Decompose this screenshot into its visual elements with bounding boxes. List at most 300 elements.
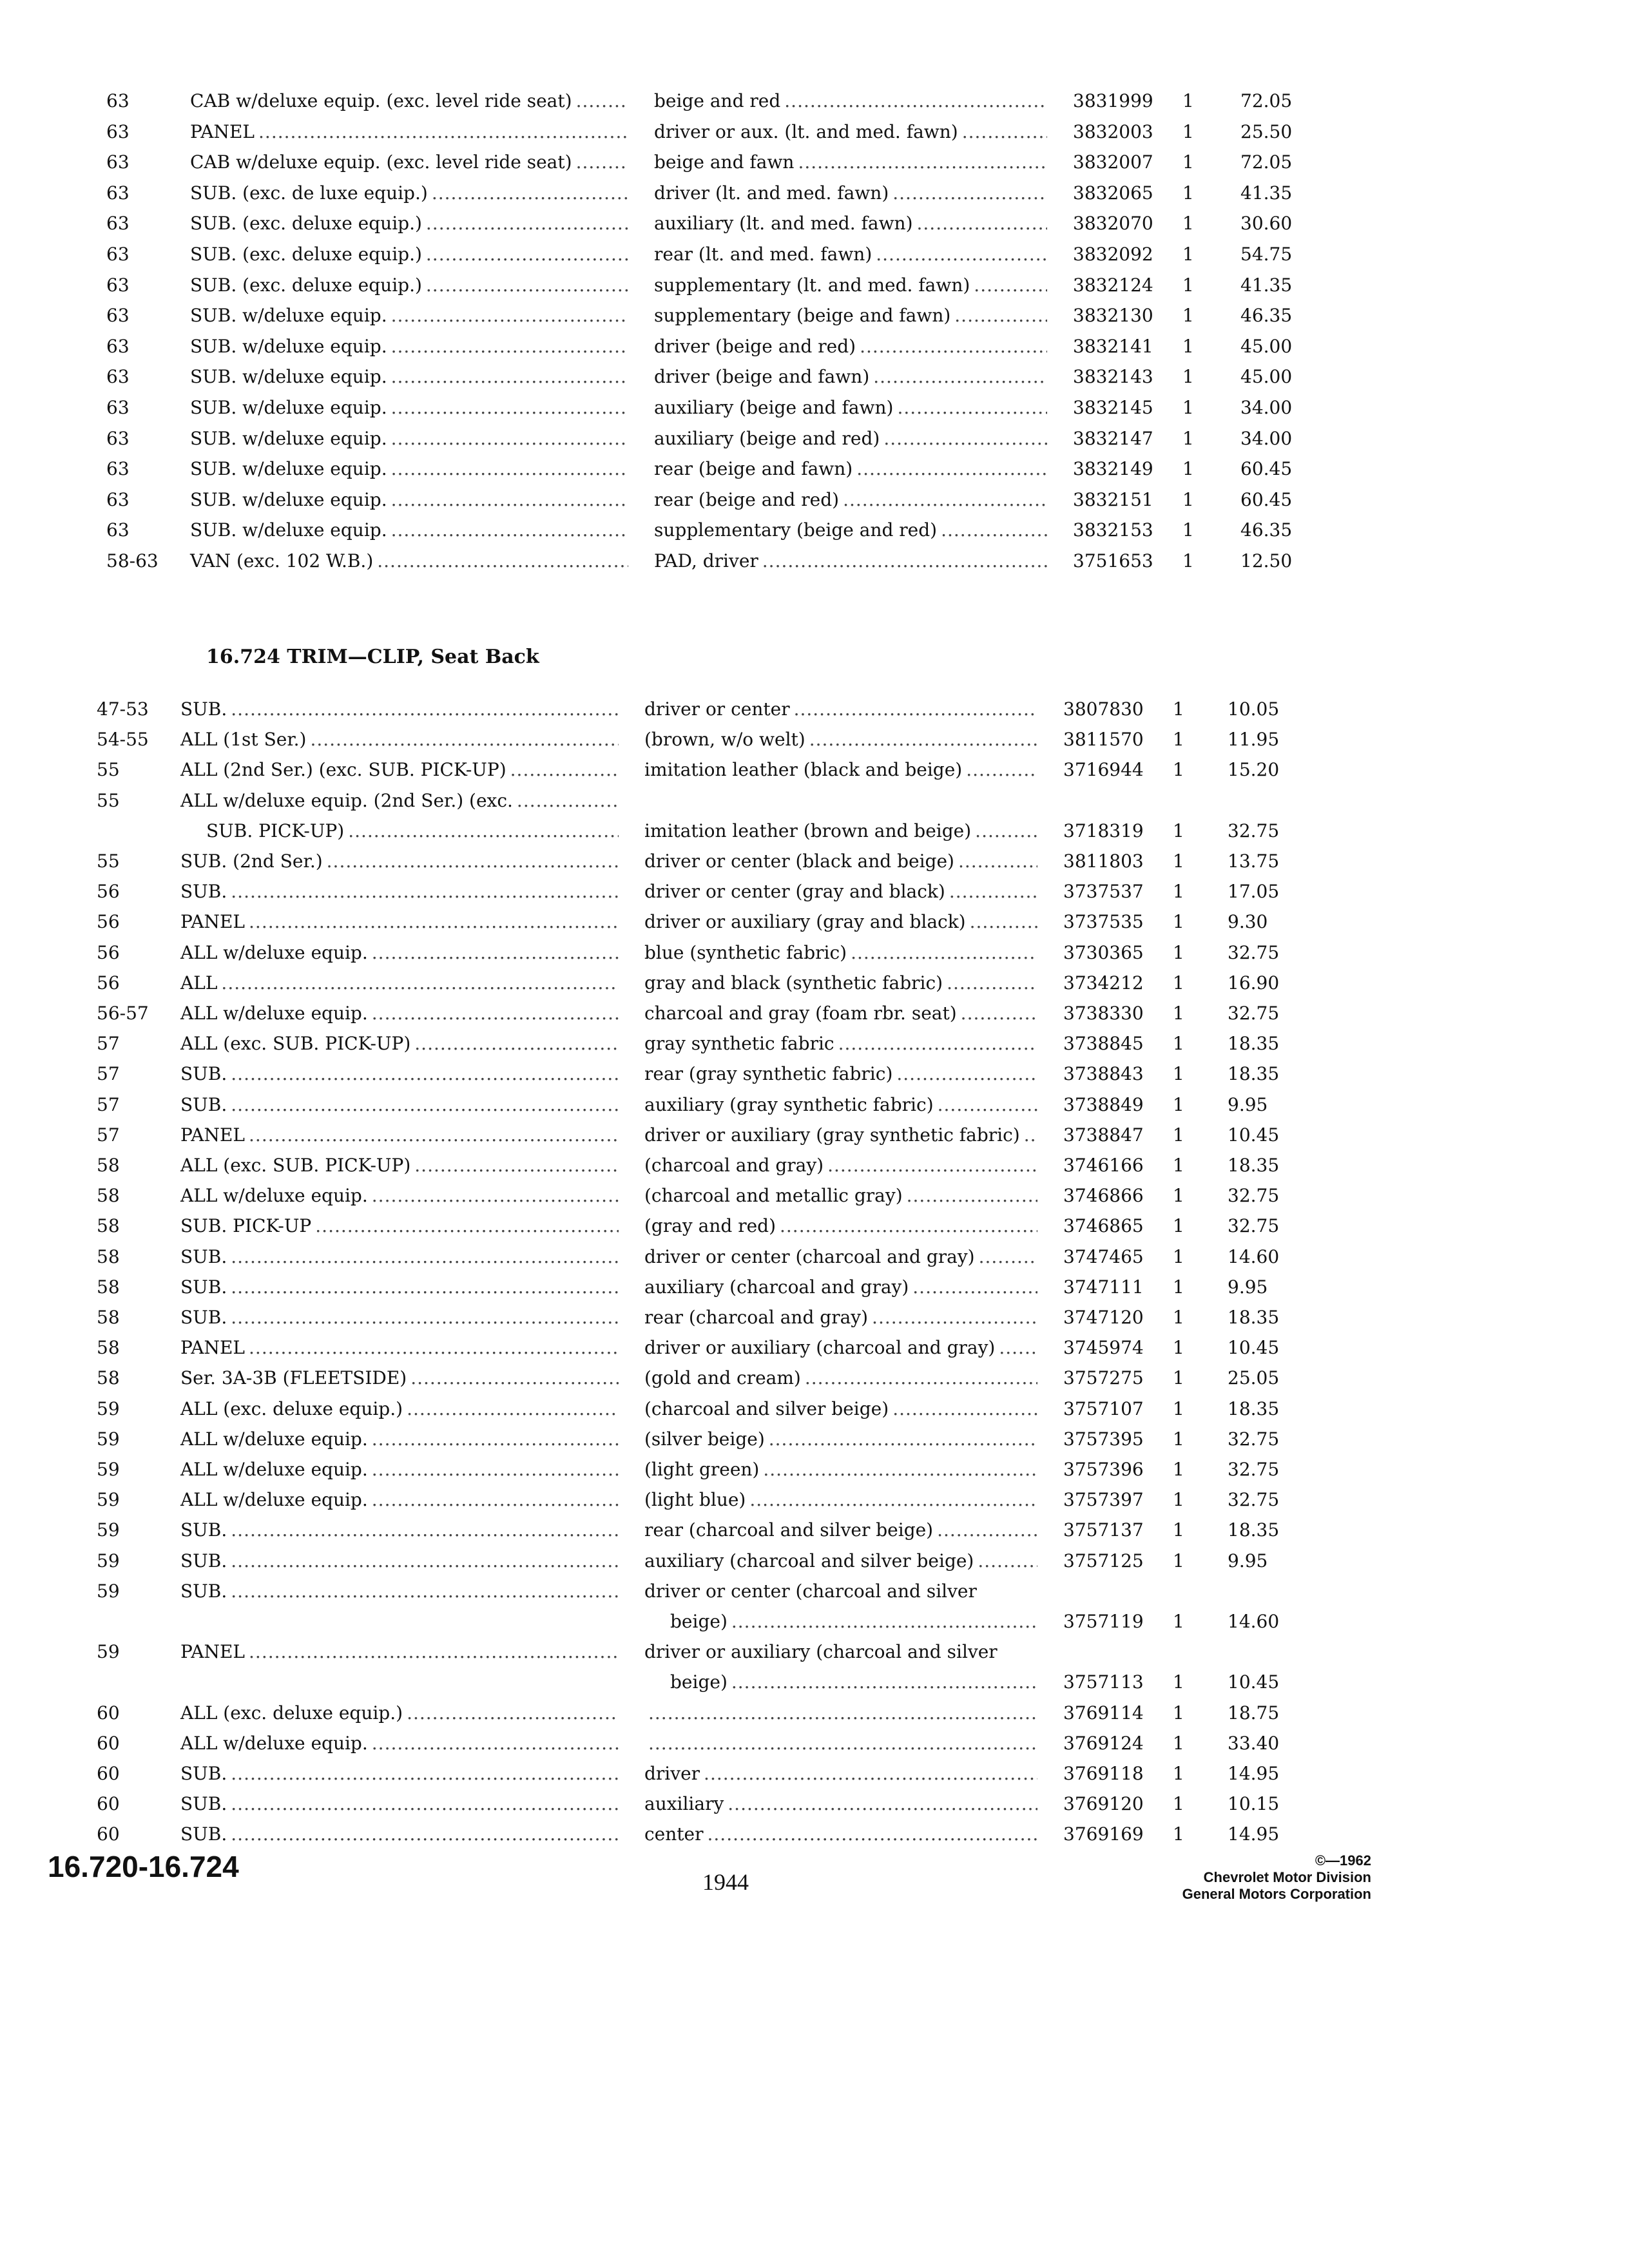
cell-price: 16.90	[1228, 972, 1280, 994]
cell-description: (gray and red)	[644, 1215, 776, 1237]
cell-description: driver (lt. and med. fawn)	[654, 182, 889, 204]
cell-part-number: 3737535	[1063, 911, 1144, 933]
cell-year: 63	[106, 335, 130, 357]
cell-model: PANEL	[180, 1124, 246, 1146]
cell-model: PANEL	[190, 120, 255, 142]
cell-year: 56	[97, 941, 120, 963]
leader-dots	[917, 209, 1048, 238]
cell-model: SUB. w/deluxe equip.	[190, 366, 387, 388]
cell-year: 63	[106, 305, 130, 327]
cell-quantity: 1	[1182, 427, 1194, 449]
cell-quantity: 1	[1173, 1732, 1184, 1754]
cell-price: 11.95	[1228, 729, 1280, 751]
cell-model: SUB.	[180, 1763, 227, 1784]
cell-part-number: 3807830	[1063, 698, 1144, 720]
table-row	[0, 362, 1629, 392]
cell-part-number: 3747120	[1063, 1307, 1144, 1328]
cell-description: driver or center (black and beige)	[644, 850, 954, 872]
cell-price: 72.05	[1240, 151, 1293, 173]
cell-year: 57	[97, 1033, 120, 1055]
cell-model: SUB.	[180, 1245, 227, 1267]
cell-price: 32.75	[1228, 1459, 1280, 1480]
leader-dots	[426, 209, 628, 238]
leader-dots	[391, 332, 628, 361]
cell-model: ALL (exc. SUB. PICK-UP)	[180, 1033, 411, 1055]
cell-part-number: 3832003	[1073, 120, 1153, 142]
cell-part-number: 3832007	[1073, 151, 1153, 173]
table-row	[0, 695, 1629, 724]
leader-dots	[907, 1181, 1037, 1211]
table-row	[0, 454, 1629, 484]
table-row	[0, 999, 1629, 1028]
leader-dots	[851, 938, 1037, 968]
cell-part-number: 3832070	[1073, 213, 1153, 235]
cell-part-number: 3831999	[1073, 90, 1153, 111]
cell-description: beige)	[670, 1611, 728, 1632]
table-row	[0, 1698, 1629, 1728]
cell-price: 33.40	[1228, 1732, 1280, 1754]
table-row	[0, 847, 1629, 876]
cell-price: 10.45	[1228, 1671, 1280, 1693]
leader-dots	[648, 1729, 1037, 1758]
leader-dots	[391, 454, 628, 484]
leader-dots	[892, 178, 1047, 208]
leader-dots	[249, 1637, 619, 1667]
cell-model: ALL (2nd Ser.) (exc. SUB. PICK-UP)	[180, 759, 506, 781]
leader-dots	[978, 1546, 1037, 1576]
cell-description: driver or center (gray and black)	[644, 881, 945, 903]
copyright-division: Chevrolet Motor Division	[1203, 1869, 1371, 1885]
cell-price: 18.35	[1228, 1063, 1280, 1085]
leader-dots	[896, 1059, 1037, 1089]
cell-description: beige)	[670, 1671, 728, 1693]
page-number: 1944	[702, 1869, 749, 1895]
leader-dots	[809, 725, 1037, 754]
cell-model: ALL w/deluxe equip.	[180, 1489, 368, 1511]
cell-description: (light blue)	[644, 1489, 746, 1511]
cell-model: SUB. (exc. de luxe equip.)	[190, 182, 428, 204]
cell-quantity: 1	[1173, 698, 1184, 720]
cell-model: SUB. w/deluxe equip.	[190, 305, 387, 327]
table-row	[0, 1394, 1629, 1424]
leader-dots	[372, 1729, 619, 1758]
cell-description: supplementary (lt. and med. fawn)	[654, 274, 970, 296]
cell-model: PANEL	[180, 1641, 246, 1663]
cell-price: 18.35	[1228, 1398, 1280, 1419]
cell-quantity: 1	[1173, 1367, 1184, 1389]
leader-dots	[941, 515, 1047, 545]
cell-year: 58	[97, 1307, 120, 1328]
table-row	[0, 1667, 1629, 1697]
cell-model: SUB.	[180, 1276, 227, 1298]
leader-dots	[805, 1363, 1037, 1393]
cell-quantity: 1	[1182, 244, 1194, 265]
leader-dots	[860, 332, 1047, 361]
cell-year: 59	[97, 1550, 120, 1571]
cell-description: supplementary (beige and fawn)	[654, 305, 951, 327]
cell-year: 58	[97, 1276, 120, 1298]
cell-description: gray synthetic fabric	[644, 1033, 834, 1055]
cell-year: 55	[97, 789, 120, 811]
cell-part-number: 3811570	[1063, 729, 1144, 751]
cell-description: driver or auxiliary (gray synthetic fabric)	[644, 1124, 1020, 1146]
cell-quantity: 1	[1173, 972, 1184, 994]
table-row	[0, 1485, 1629, 1515]
cell-year: 63	[106, 488, 130, 510]
cell-model: VAN (exc. 102 W.B.)	[190, 550, 374, 572]
leader-dots	[912, 1273, 1037, 1302]
table-row	[0, 1211, 1629, 1241]
cell-price: 60.45	[1240, 458, 1293, 480]
cell-part-number: 3832151	[1073, 488, 1153, 510]
leader-dots	[231, 1759, 619, 1789]
cell-year: 63	[106, 274, 130, 296]
cell-part-number: 3757107	[1063, 1398, 1144, 1419]
leader-dots	[391, 485, 628, 515]
cell-model: CAB w/deluxe equip. (exc. level ride seat)	[190, 151, 572, 173]
cell-year: 58-63	[106, 550, 159, 572]
cell-model: SUB. PICK-UP	[180, 1215, 312, 1237]
footer-section-range: 16.720-16.724	[48, 1850, 239, 1883]
cell-price: 12.50	[1240, 550, 1293, 572]
table-row	[0, 786, 1629, 816]
cell-part-number: 3738843	[1063, 1063, 1144, 1085]
leader-dots	[377, 546, 628, 576]
table-row	[0, 424, 1629, 454]
leader-dots	[249, 1120, 619, 1150]
cell-part-number: 3832124	[1073, 274, 1153, 296]
cell-price: 14.60	[1228, 1611, 1280, 1632]
cell-quantity: 1	[1173, 1459, 1184, 1480]
cell-part-number: 3832145	[1073, 397, 1153, 418]
cell-part-number: 3757113	[1063, 1671, 1144, 1693]
cell-model: SUB. w/deluxe equip.	[190, 427, 387, 449]
cell-price: 30.60	[1240, 213, 1293, 235]
table-row	[0, 1181, 1629, 1211]
table-row	[0, 485, 1629, 515]
table-row	[0, 1607, 1629, 1637]
table-row	[0, 816, 1629, 846]
table-row	[0, 1151, 1629, 1180]
cell-description: driver or auxiliary (charcoal and gray)	[644, 1337, 996, 1359]
cell-price: 9.95	[1228, 1276, 1268, 1298]
leader-dots	[962, 117, 1047, 147]
cell-price: 10.45	[1228, 1337, 1280, 1359]
cell-quantity: 1	[1182, 213, 1194, 235]
table-row	[0, 1546, 1629, 1576]
cell-quantity: 1	[1173, 1003, 1184, 1024]
leader-dots	[937, 1515, 1037, 1545]
cell-price: 32.75	[1228, 1003, 1280, 1024]
cell-year: 63	[106, 120, 130, 142]
cell-price: 18.35	[1228, 1307, 1280, 1328]
table-row	[0, 1333, 1629, 1363]
cell-part-number: 3716944	[1063, 759, 1144, 781]
cell-part-number: 3757137	[1063, 1519, 1144, 1541]
cell-year: 56	[97, 911, 120, 933]
cell-model: SUB.	[180, 881, 227, 903]
cell-quantity: 1	[1182, 120, 1194, 142]
cell-price: 32.75	[1228, 1215, 1280, 1237]
cell-price: 14.95	[1228, 1763, 1280, 1784]
cell-quantity: 1	[1173, 1033, 1184, 1055]
cell-part-number: 3769114	[1063, 1702, 1144, 1724]
cell-price: 45.00	[1240, 335, 1293, 357]
cell-model: ALL w/deluxe equip.	[180, 1003, 368, 1024]
table-row	[0, 1090, 1629, 1120]
leader-dots	[731, 1607, 1037, 1637]
cell-description: (silver beige)	[644, 1428, 765, 1450]
cell-model: PANEL	[180, 1337, 246, 1359]
cell-description: center	[644, 1823, 704, 1845]
cell-part-number: 3718319	[1063, 820, 1144, 841]
cell-price: 9.95	[1228, 1550, 1268, 1571]
cell-price: 10.45	[1228, 1124, 1280, 1146]
cell-quantity: 1	[1173, 1093, 1184, 1115]
cell-model: ALL (1st Ser.)	[180, 729, 307, 751]
cell-year: 63	[106, 90, 130, 111]
table-row	[0, 907, 1629, 937]
cell-description: (brown, w/o welt)	[644, 729, 805, 751]
cell-year: 59	[97, 1580, 120, 1602]
leader-dots	[517, 786, 619, 816]
cell-description: auxiliary (beige and fawn)	[654, 397, 894, 418]
leader-dots	[897, 393, 1047, 423]
cell-year: 58	[97, 1337, 120, 1359]
cell-quantity: 1	[1173, 820, 1184, 841]
cell-description: auxiliary (gray synthetic fabric)	[644, 1093, 934, 1115]
leader-dots	[947, 968, 1037, 998]
cell-quantity: 1	[1173, 1398, 1184, 1419]
cell-part-number: 3738845	[1063, 1033, 1144, 1055]
leader-dots	[856, 454, 1047, 484]
cell-price: 17.05	[1228, 881, 1280, 903]
cell-part-number: 3746866	[1063, 1185, 1144, 1207]
cell-quantity: 1	[1182, 90, 1194, 111]
cell-model: SUB.	[180, 1580, 227, 1602]
leader-dots	[892, 1394, 1037, 1424]
cell-model: SUB.	[180, 1063, 227, 1085]
cell-year: 55	[97, 759, 120, 781]
cell-description: (gold and cream)	[644, 1367, 801, 1389]
cell-description: driver or auxiliary (gray and black)	[644, 911, 966, 933]
cell-year: 59	[97, 1641, 120, 1663]
cell-quantity: 1	[1173, 1702, 1184, 1724]
cell-price: 41.35	[1240, 274, 1293, 296]
cell-quantity: 1	[1182, 335, 1194, 357]
cell-model: ALL w/deluxe equip.	[180, 1428, 368, 1450]
table-row	[0, 1363, 1629, 1393]
cell-model: SUB. (exc. deluxe equip.)	[190, 274, 422, 296]
cell-part-number: 3757397	[1063, 1489, 1144, 1511]
leader-dots	[798, 148, 1047, 177]
cell-quantity: 1	[1173, 1763, 1184, 1784]
cell-year: 58	[97, 1245, 120, 1267]
table-row	[0, 938, 1629, 968]
cell-part-number: 3757275	[1063, 1367, 1144, 1389]
cell-description: auxiliary (beige and red)	[654, 427, 880, 449]
cell-part-number: 3757395	[1063, 1428, 1144, 1450]
cell-part-number: 3751653	[1073, 550, 1153, 572]
leader-dots	[769, 1425, 1037, 1454]
cell-part-number: 3832092	[1073, 244, 1153, 265]
leader-dots	[873, 362, 1047, 392]
leader-dots	[708, 1820, 1038, 1849]
cell-model: ALL (exc. SUB. PICK-UP)	[180, 1155, 411, 1176]
cell-description: driver or center (charcoal and gray)	[644, 1245, 975, 1267]
cell-part-number: 3769169	[1063, 1823, 1144, 1845]
cell-quantity: 1	[1182, 397, 1194, 418]
leader-dots	[576, 148, 628, 177]
leader-dots	[372, 938, 619, 968]
cell-price: 9.95	[1228, 1093, 1268, 1115]
leader-dots	[728, 1789, 1037, 1819]
leader-dots	[372, 999, 619, 1028]
copyright-block	[1182, 1852, 1371, 1903]
table-row	[0, 332, 1629, 361]
cell-quantity: 1	[1182, 458, 1194, 480]
cell-year: 58	[97, 1185, 120, 1207]
cell-model: ALL w/deluxe equip.	[180, 1732, 368, 1754]
cell-description: auxiliary (lt. and med. fawn)	[654, 213, 913, 235]
cell-description: driver or center	[644, 698, 790, 720]
table-row	[0, 1059, 1629, 1089]
cell-model: SUB. (exc. deluxe equip.)	[190, 213, 422, 235]
cell-description: blue (synthetic fabric)	[644, 941, 847, 963]
cell-description: auxiliary	[644, 1793, 724, 1815]
cell-quantity: 1	[1173, 1519, 1184, 1541]
cell-quantity: 1	[1173, 911, 1184, 933]
cell-price: 46.35	[1240, 519, 1293, 541]
cell-part-number: 3757119	[1063, 1611, 1144, 1632]
cell-model: SUB.	[180, 1093, 227, 1115]
leader-dots	[231, 1273, 619, 1302]
cell-price: 32.75	[1228, 820, 1280, 841]
cell-quantity: 1	[1173, 1489, 1184, 1511]
cell-model: ALL w/deluxe equip.	[180, 941, 368, 963]
leader-dots	[391, 301, 628, 331]
cell-quantity: 1	[1182, 151, 1194, 173]
cell-part-number: 3832147	[1073, 427, 1153, 449]
cell-year: 63	[106, 366, 130, 388]
table-row	[0, 1425, 1629, 1454]
cell-description: driver (beige and fawn)	[654, 366, 870, 388]
cell-year: 55	[97, 850, 120, 872]
leader-dots	[794, 695, 1037, 724]
leader-dots	[231, 1303, 619, 1332]
table-row	[0, 546, 1629, 576]
cell-year: 47-53	[97, 698, 149, 720]
cell-price: 14.95	[1228, 1823, 1280, 1845]
cell-year: 60	[97, 1793, 120, 1815]
cell-model: SUB. PICK-UP)	[206, 820, 345, 841]
cell-price: 18.75	[1228, 1702, 1280, 1724]
leader-dots	[231, 1789, 619, 1819]
cell-year: 57	[97, 1093, 120, 1115]
cell-description: rear (beige and fawn)	[654, 458, 853, 480]
leader-dots	[970, 907, 1037, 937]
cell-description: imitation leather (black and beige)	[644, 759, 963, 781]
cell-price: 18.35	[1228, 1155, 1280, 1176]
cell-year: 59	[97, 1519, 120, 1541]
table-row	[0, 725, 1629, 754]
leader-dots	[231, 695, 619, 724]
table-row	[0, 240, 1629, 269]
leader-dots	[249, 907, 619, 937]
cell-year: 57	[97, 1063, 120, 1085]
cell-model: SUB. (exc. deluxe equip.)	[190, 244, 422, 265]
cell-quantity: 1	[1173, 1307, 1184, 1328]
cell-part-number: 3747111	[1063, 1276, 1144, 1298]
leader-dots	[979, 1242, 1037, 1272]
cell-description: auxiliary (charcoal and gray)	[644, 1276, 909, 1298]
cell-quantity: 1	[1182, 274, 1194, 296]
leader-dots	[843, 485, 1047, 515]
cell-year: 56	[97, 972, 120, 994]
cell-description: rear (charcoal and silver beige)	[644, 1519, 934, 1541]
cell-price: 32.75	[1228, 941, 1280, 963]
cell-part-number: 3769118	[1063, 1763, 1144, 1784]
cell-price: 18.35	[1228, 1033, 1280, 1055]
table-row	[0, 1242, 1629, 1272]
cell-description: PAD, driver	[654, 550, 758, 572]
leader-dots	[975, 816, 1037, 846]
cell-quantity: 1	[1173, 850, 1184, 872]
cell-description: auxiliary (charcoal and silver beige)	[644, 1550, 974, 1571]
cell-price: 14.60	[1228, 1245, 1280, 1267]
cell-model: SUB.	[180, 1519, 227, 1541]
cell-description: beige and fawn	[654, 151, 795, 173]
cell-price: 41.35	[1240, 182, 1293, 204]
cell-description: (charcoal and gray)	[644, 1155, 824, 1176]
table-row	[0, 755, 1629, 785]
cell-quantity: 1	[1182, 488, 1194, 510]
cell-description: charcoal and gray (foam rbr. seat)	[644, 1003, 957, 1024]
cell-year: 58	[97, 1215, 120, 1237]
table-row	[0, 393, 1629, 423]
cell-model: CAB w/deluxe equip. (exc. level ride seat)	[190, 90, 572, 111]
leader-dots	[231, 1820, 619, 1849]
leader-dots	[391, 362, 628, 392]
cell-model: SUB. w/deluxe equip.	[190, 397, 387, 418]
cell-description: driver	[644, 1763, 700, 1784]
cell-quantity: 1	[1182, 366, 1194, 388]
cell-model: SUB.	[180, 1823, 227, 1845]
cell-price: 32.75	[1228, 1185, 1280, 1207]
cell-model: SUB.	[180, 1793, 227, 1815]
table-row	[0, 1759, 1629, 1789]
cell-model: SUB. (2nd Ser.)	[180, 850, 323, 872]
cell-description: driver or auxiliary (charcoal and silver	[644, 1641, 998, 1663]
cell-price: 54.75	[1240, 244, 1293, 265]
cell-year: 63	[106, 244, 130, 265]
cell-part-number: 3745974	[1063, 1337, 1144, 1359]
cell-year: 63	[106, 427, 130, 449]
cell-model: SUB.	[180, 1307, 227, 1328]
leader-dots	[391, 515, 628, 545]
leader-dots	[966, 755, 1037, 785]
cell-price: 32.75	[1228, 1428, 1280, 1450]
cell-price: 32.75	[1228, 1489, 1280, 1511]
cell-price: 34.00	[1240, 427, 1293, 449]
cell-price: 72.05	[1240, 90, 1293, 111]
leader-dots	[961, 999, 1037, 1028]
cell-year: 59	[97, 1428, 120, 1450]
cell-description: imitation leather (brown and beige)	[644, 820, 972, 841]
leader-dots	[410, 1363, 619, 1393]
leader-dots	[1024, 1120, 1037, 1150]
cell-quantity: 1	[1173, 1550, 1184, 1571]
